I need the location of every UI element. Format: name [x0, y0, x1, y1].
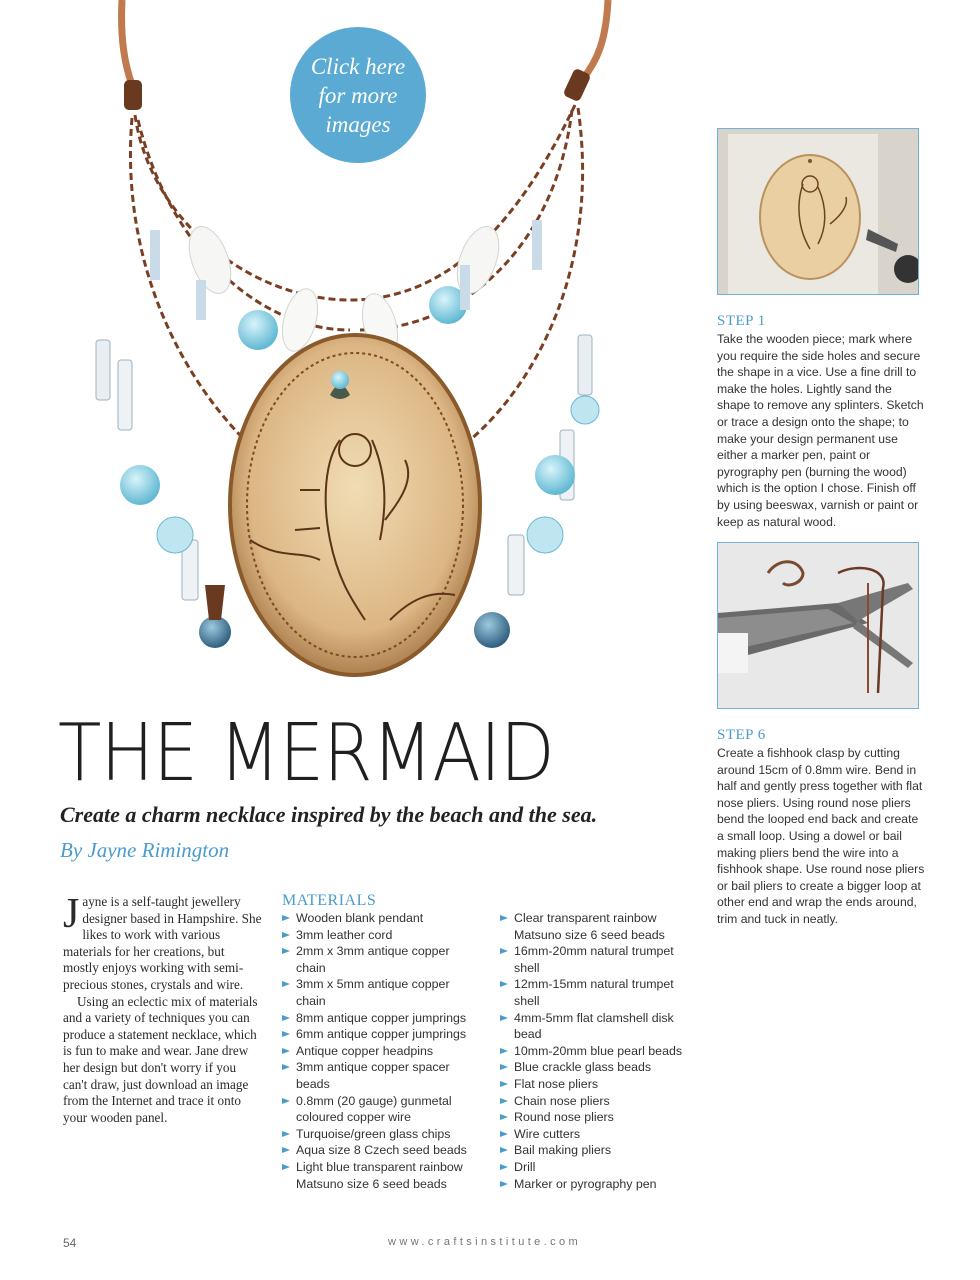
- intro-paragraph-1-text: ayne is a self-taught jewellery designer based in Hampshire. She likes to work with various materials for her creations, but mostly enjoys working with semi-precious stones, crystals and wire.: [63, 894, 262, 992]
- list-item: 6mm antique copper jumprings: [282, 1026, 482, 1043]
- intro-paragraph-2: Using an eclectic mix of materials and a variety of techniques you can produce a statement necklace, which is fun to make and wear. Jane drew her design but don't worry if you can't draw, just download an image from the Internet and trace it onto your wooden panel.: [63, 993, 258, 1125]
- intro-text: [63, 891, 263, 1126]
- list-item: Wire cutters: [500, 1126, 700, 1143]
- bullet-arrow-icon: [282, 1031, 290, 1037]
- list-item: 3mm x 5mm antique copper chain: [282, 976, 482, 1009]
- materials-column-2: [500, 910, 700, 1192]
- bullet-arrow-icon: [282, 981, 290, 987]
- list-item: Bail making pliers: [500, 1142, 700, 1159]
- article-subtitle: Create a charm necklace inspired by the beach and the sea.: [60, 802, 598, 827]
- bullet-arrow-icon: [282, 948, 290, 954]
- bullet-arrow-icon: [500, 948, 508, 954]
- drop-cap: J: [63, 891, 80, 937]
- bullet-arrow-icon: [282, 1015, 290, 1021]
- list-item: Chain nose pliers: [500, 1093, 700, 1110]
- bullet-arrow-icon: [282, 1064, 290, 1070]
- footer-url[interactable]: www.craftsinstitute.com: [388, 1236, 582, 1248]
- step1-title: STEP 1: [717, 313, 766, 329]
- list-item: 10mm-20mm blue pearl beads: [500, 1043, 700, 1060]
- list-item: Light blue transparent rainbow Matsuno size 6 seed beads: [282, 1159, 482, 1192]
- list-item: 3mm antique copper spacer beads: [282, 1059, 482, 1092]
- list-item: Flat nose pliers: [500, 1076, 700, 1093]
- bullet-arrow-icon: [500, 1098, 508, 1104]
- bullet-arrow-icon: [282, 1098, 290, 1104]
- bullet-arrow-icon: [500, 1064, 508, 1070]
- bullet-arrow-icon: [282, 1164, 290, 1170]
- list-item: Clear transparent rainbow Matsuno size 6 seed beads: [500, 910, 700, 943]
- bullet-arrow-icon: [282, 1048, 290, 1054]
- list-item: Turquoise/green glass chips: [282, 1126, 482, 1143]
- list-item: 8mm antique copper jumprings: [282, 1010, 482, 1027]
- bullet-arrow-icon: [500, 1131, 508, 1137]
- bullet-arrow-icon: [500, 1015, 508, 1021]
- list-item: 12mm-15mm natural trumpet shell: [500, 976, 700, 1009]
- list-item: 4mm-5mm flat clamshell disk bead: [500, 1010, 700, 1043]
- click-here-label: Click here for more images: [310, 53, 406, 137]
- bullet-arrow-icon: [500, 1164, 508, 1170]
- bullet-arrow-icon: [500, 1081, 508, 1087]
- list-item: 16mm-20mm natural trumpet shell: [500, 943, 700, 976]
- click-here-badge[interactable]: [290, 27, 426, 163]
- bullet-arrow-icon: [282, 915, 290, 921]
- article-title: THE MERMAID: [58, 707, 554, 799]
- bullet-arrow-icon: [500, 915, 508, 921]
- list-item: 0.8mm (20 gauge) gunmetal coloured copper wire: [282, 1093, 482, 1126]
- list-item: 3mm leather cord: [282, 927, 482, 944]
- list-item: Round nose pliers: [500, 1109, 700, 1126]
- bullet-arrow-icon: [500, 1048, 508, 1054]
- bullet-arrow-icon: [282, 932, 290, 938]
- list-item: Aqua size 8 Czech seed beads: [282, 1142, 482, 1159]
- materials-heading: MATERIALS: [282, 892, 377, 909]
- bullet-arrow-icon: [282, 1147, 290, 1153]
- bullet-arrow-icon: [282, 1131, 290, 1137]
- bullet-arrow-icon: [500, 1147, 508, 1153]
- bullet-arrow-icon: [500, 981, 508, 987]
- list-item: Wooden blank pendant: [282, 910, 482, 927]
- list-item: Marker or pyrography pen: [500, 1176, 700, 1193]
- step1-text: Take the wooden piece; mark where you require the side holes and secure the shape in a vice. Use a fine drill to make the holes. Lightly sand the shape to remove any splinters. Sketch or trace a design onto the shape; to make your design permanent use either a marker pen, paint or pyrography pen (burning the wood) which is the option I chose. Finish off by using beeswax, varnish or paint or keep as natural wood.: [717, 332, 924, 529]
- step6-title: STEP 6: [717, 727, 766, 743]
- step6-photo: [717, 542, 919, 709]
- list-item: Blue crackle glass beads: [500, 1059, 700, 1076]
- bullet-arrow-icon: [500, 1114, 508, 1120]
- intro-paragraph-1: [63, 891, 263, 994]
- author-byline: By Jayne Rimington: [60, 838, 230, 862]
- step1-photo: [717, 128, 919, 295]
- list-item: 2mm x 3mm antique copper chain: [282, 943, 482, 976]
- materials-column-1: [282, 910, 482, 1192]
- bullet-arrow-icon: [500, 1181, 508, 1187]
- step6-text: Create a fishhook clasp by cutting around 15cm of 0.8mm wire. Bend in half and gently press together with flat nose pliers. Using round nose pliers bend the looped end back and create a small loop. Using a dowel or bail making pliers bend the wire into a fishhook shape. Use round nose pliers or bail pliers to create a bigger loop at other end and wrap the ends around, trim and tuck in neatly.: [717, 746, 925, 926]
- list-item: Drill: [500, 1159, 700, 1176]
- page-number: 54: [63, 1236, 77, 1250]
- list-item: Antique copper headpins: [282, 1043, 482, 1060]
